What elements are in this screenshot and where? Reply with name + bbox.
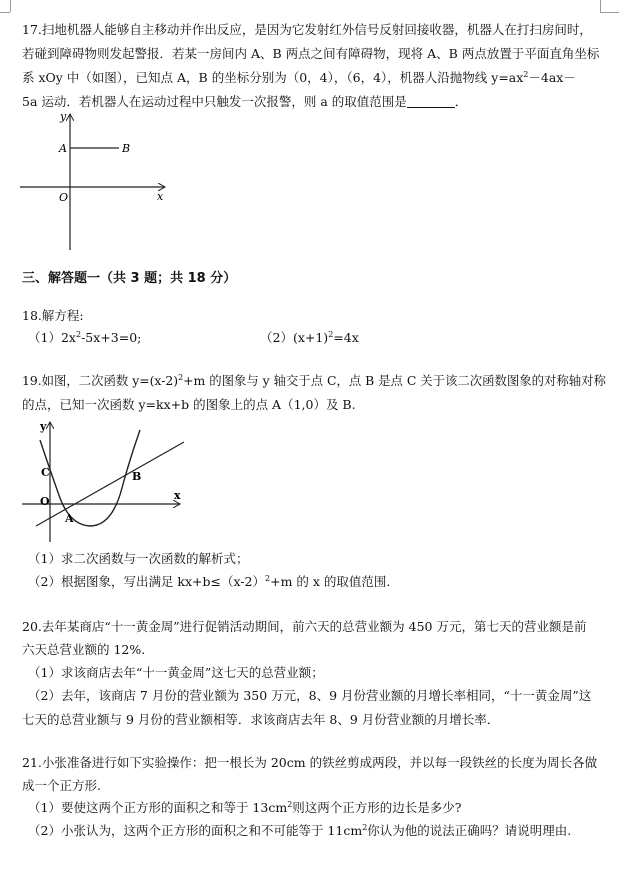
q21-part-1-exponent: 2 [287, 800, 293, 809]
answer-blank [407, 96, 455, 108]
q19-linear-function [36, 442, 184, 526]
q18-part-1-exponent: 2 [75, 330, 82, 339]
q21-line-2: 成一个正方形. [22, 778, 101, 793]
q21-part-2-text: （2）小张认为，这两个正方形的面积之和不可能等于 11cm [28, 823, 363, 838]
q17-label-y: y [60, 110, 67, 123]
q19-label-a: A [65, 512, 74, 525]
q19-label-b: B [132, 470, 142, 483]
q17-line-4-text: 5a 运动．若机器人在运动过程中只触发一次报警，则 a 的取值范围是 [22, 94, 407, 109]
q18-part-1-tail: -5x+3=0; [81, 330, 142, 345]
q19-label-y: y [40, 420, 47, 433]
q18-title: 18.解方程: [22, 308, 84, 323]
q19-part-1: （1）求二次函数与一次函数的解析式； [28, 551, 249, 566]
q20-part-2: （2）去年，该商店 7 月份的营业额为 350 万元，8、9 月份营业额的月增长率相同，“十一黄金周”这 [28, 688, 592, 703]
q21-part-2-tail: 你认为他的说法正确吗？请说明理由. [367, 823, 572, 838]
q19-line-1-exponent: 2 [178, 373, 184, 382]
q19-part-2 [28, 574, 390, 590]
q17-line-1: 17.扫地机器人能够自主移动并作出反应，是因为它发射红外信号反射回接收器，机器人在打扫房间时， [22, 22, 592, 37]
q19-line-1-text: 19.如图，二次函数 y=(x-2) [22, 373, 179, 388]
q21-part-1 [28, 800, 461, 816]
q19-part-2-tail: +m 的 x 的取值范围. [270, 574, 391, 589]
q17-label-x: x [157, 190, 164, 203]
q20-part-2-cont: 七天的总营业额与 9 月份的营业额相等．求该商店去年 8、9 月份营业额的月增长率． [22, 712, 500, 727]
crop-mark-right-h [600, 12, 619, 13]
q19-part-2-text: （2）根据图象，写出满足 kx+b≤（x-2） [28, 574, 266, 589]
q17-line-3-tail: －4ax－ [528, 70, 576, 85]
q18-part-2 [260, 330, 359, 346]
q20-part-1: （1）求该商店去年“十一黄金周”这七天的总营业额； [28, 665, 324, 680]
q17-line-3 [22, 70, 576, 86]
q18-part-1-text: （1）2x [28, 330, 76, 345]
q18-part-2-text: （2）(x+1) [260, 330, 329, 345]
q17-coordinate-figure [14, 108, 174, 256]
q17-line-4-end: ． [454, 94, 468, 109]
q18-part-2-exponent: 2 [328, 330, 334, 339]
q19-parabola [40, 430, 140, 526]
q18-part-2-tail: =4x [333, 330, 359, 345]
crop-mark-right-v [600, 0, 601, 12]
section-3-heading: 三、解答题一（共 3 题；共 18 分） [22, 271, 237, 286]
q17-exponent: 2 [523, 70, 529, 79]
q21-part-1-tail: 则这两个正方形的边长是多少? [292, 800, 462, 815]
q19-label-o: O [40, 495, 50, 508]
q17-label-a: A [59, 142, 67, 155]
q18-part-1 [28, 330, 141, 346]
q21-part-1-text: （1）要使这两个正方形的面积之和等于 13cm [28, 800, 288, 815]
q19-label-x: x [174, 489, 181, 502]
q19-line-2: 的点，已知一次函数 y=kx+b 的图象上的点 A（1,0）及 B. [22, 397, 356, 412]
q19-graph-figure [18, 418, 188, 546]
crop-mark-left-v [10, 0, 11, 12]
q17-label-b: B [122, 142, 131, 155]
q17-line-2: 若碰到障碍物则发起警报．若某一房间内 A、B 两点之间有障碍物，现将 A、B 两点放置于平面直角坐标 [22, 46, 600, 61]
crop-mark-left-h [0, 12, 10, 13]
q19-label-c: C [41, 466, 50, 479]
q17-label-o: O [59, 191, 69, 204]
q21-part-2 [28, 823, 571, 839]
q19-line-1-tail: +m 的图象与 y 轴交于点 C，点 B 是点 C 关于该二次函数图象的对称轴对称 [183, 373, 606, 388]
q20-line-1: 20.去年某商店“十一黄金周”进行促销活动期间，前六天的总营业额为 450 万元，第七天的营业额是前 [22, 619, 587, 634]
q19-part-2-exponent: 2 [265, 574, 271, 583]
q21-line-1: 21.小张准备进行如下实验操作：把一根长为 20cm 的铁丝剪成两段，并以每一段铁丝的长度为周长各做 [22, 755, 598, 770]
q21-part-2-exponent: 2 [362, 823, 368, 832]
q19-line-1 [22, 373, 606, 389]
q17-line-3-text: 系 xOy 中（如图），已知点 A，B 的坐标分别为（0，4），（6，4），机器人沿抛物线 y=ax [22, 70, 524, 85]
q20-line-2: 六天总营业额的 12%. [22, 642, 146, 657]
